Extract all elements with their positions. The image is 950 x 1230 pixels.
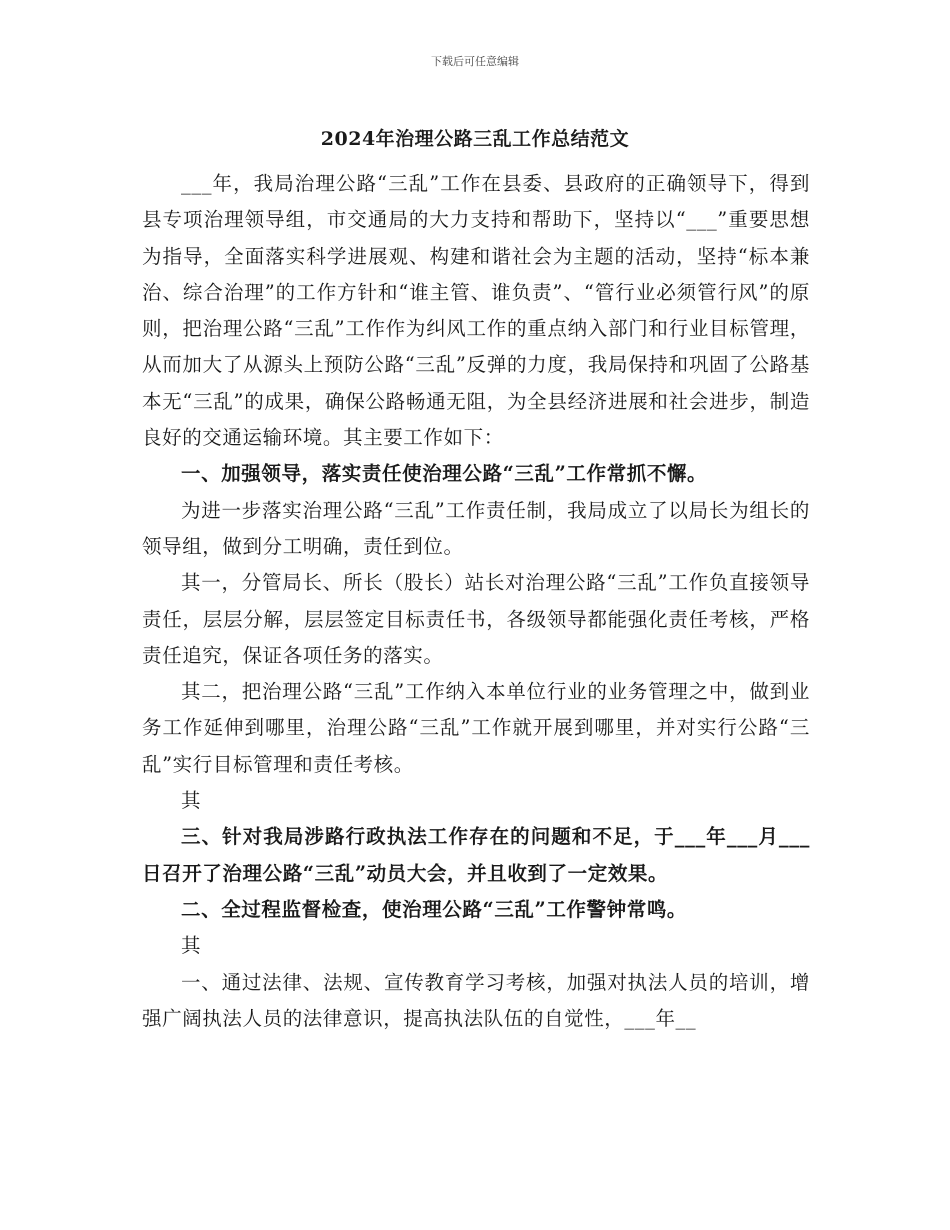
paragraph: 其 xyxy=(181,934,202,958)
document-title: 2024年治理公路三乱工作总结范文 xyxy=(320,128,630,150)
section-heading-2: 二、全过程监督检查，使治理公路“三乱”工作警钟常鸣。 xyxy=(181,897,688,921)
paragraph: 其二，把治理公路“三乱”工作纳入本单位行业的业务管理之中，做到业务工作延伸到哪里，治理公路“三乱”工作就开展到哪里，并对实行公路“三乱”实行目标管理和责任考核。 xyxy=(142,680,810,776)
paragraph-intro: ___年，我局治理公路“三乱”工作在县委、县政府的正确领导下，得到县专项治理领导组，市交通局的大力支持和帮助下，坚持以“___”重要思想为指导，全面落实科学进展观、构建和谐社会为主题的活动，坚持“标本兼治、综合治理”的工作方针和“谁主管、谁负责”、“管行业必须管行风”的原则，把治理公路“三乱”工作作为纠风工作的重点纳入部门和行业目标管理，从而加大了从源头上预防公路“三乱”反弹的力度，我局保持和巩固了公路基本无“三乱”的成果，确保公路畅通无阻，为全县经济进展和社会进步，制造良好的交通运输环境。其主要工作如下： xyxy=(142,172,810,450)
paragraph: 为进一步落实治理公路“三乱”工作责任制，我局成立了以局长为组长的领导组，做到分工明确，责任到位。 xyxy=(142,498,810,558)
paragraph: 其一，分管局长、所长（股长）站长对治理公路“三乱”工作负直接领导责任，层层分解，层层签定目标责任书，各级领导都能强化责任考核，严格责任追究，保证各项任务的落实。 xyxy=(142,571,810,667)
paragraph: 其 xyxy=(181,789,202,813)
document-body xyxy=(142,166,810,1037)
section-heading-3: 三、针对我局涉路行政执法工作存在的问题和不足，于___年___月___日召开了治理公路“三乱”动员大会，并且收到了一定效果。 xyxy=(142,825,810,885)
section-heading-1: 一、加强领导，落实责任使治理公路“三乱”工作常抓不懈。 xyxy=(181,462,708,486)
paragraph: 一、通过法律、法规、宣传教育学习考核，加强对执法人员的培训，增强广阔执法人员的法律意识，提高执法队伍的自觉性，___年__ xyxy=(142,970,810,1030)
page-header-note: 下载后可任意编辑 xyxy=(431,55,519,68)
